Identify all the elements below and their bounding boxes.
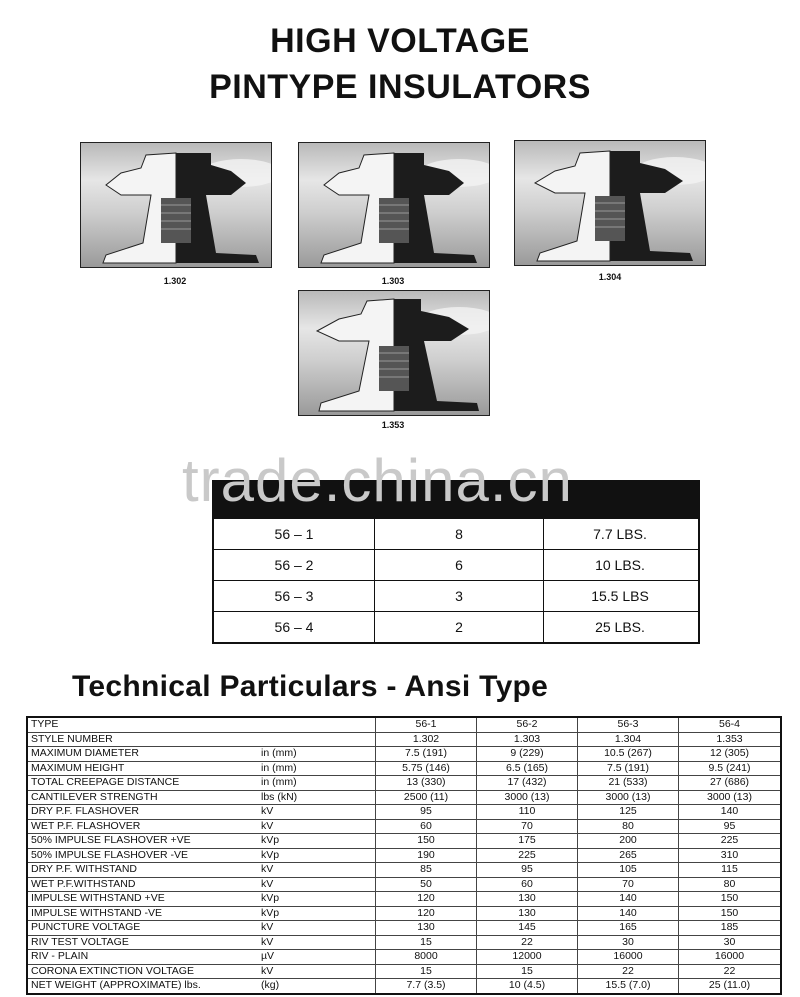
unit-cell: kV [258,965,376,979]
table-row [214,580,698,611]
value-cell: 310 [720,848,739,861]
value-cell: 21 (533) [578,776,679,790]
insulator-illustration [299,291,489,415]
value-cell: 3000 (13) [477,791,578,805]
table-cell: 15.5 LBS [543,581,696,611]
technical-particulars-table [26,716,782,995]
value-cell: 22 [723,964,736,977]
unit-cell: kVp [258,892,376,906]
table-row [28,791,780,806]
value-cell: 70 [578,878,679,892]
table-row [28,805,780,820]
table-cell: 2 [374,612,543,642]
value-cell: 225 [720,834,739,846]
value-cell: 12 (305) [709,747,750,759]
unit-cell [258,718,376,732]
value-cell: 30 [578,936,679,950]
table-row [28,834,780,849]
value-cell: 27 (686) [709,776,750,788]
row-label: MAXIMUM DIAMETER [31,747,139,759]
value-cell: 56-4 [718,718,740,730]
value-cell: 80 [578,820,679,834]
table-row [28,907,780,922]
value-cell: 140 [720,805,739,817]
row-label: DRY P.F. FLASHOVER [31,805,139,817]
row-label: RIV - PLAIN [31,950,89,962]
table-row [28,921,780,936]
value-cell: 22 [477,936,578,950]
value-cell: 12000 [477,950,578,964]
value-cell: 190 [376,849,477,863]
value-cell: 225 [477,849,578,863]
insulator-caption: 1.304 [598,272,622,282]
value-cell: 15.5 (7.0) [578,979,679,993]
value-cell: 7.5 (191) [578,762,679,776]
value-cell: 165 [578,921,679,935]
value-cell: 25 (11.0) [708,979,751,991]
value-cell: 150 [376,834,477,848]
page-title-line-1: HIGH VOLTAGE [270,22,530,60]
insulator-photo-1302 [80,142,272,268]
value-cell: 9.5 (241) [708,761,751,774]
value-cell: 80 [723,877,736,890]
value-cell: 110 [477,805,578,819]
value-cell: 145 [477,921,578,935]
row-label: CANTILEVER STRENGTH [31,790,158,803]
table-cell: 6 [374,550,543,580]
row-label: WET P.F.WITHSTAND [31,877,136,890]
row-label: DRY P.F. WITHSTAND [31,863,137,875]
value-cell: 56-2 [477,718,578,732]
value-cell: 85 [376,863,477,877]
value-cell: 3000 (13) [707,790,752,803]
row-label: IMPULSE WITHSTAND +VE [31,892,165,904]
table-cell: 56 – 1 [274,526,314,542]
insulator-photo-1353 [298,290,490,416]
unit-cell: kV [258,805,376,819]
row-label: CORONA EXTINCTION VOLTAGE [31,964,194,977]
value-cell: 140 [578,907,679,921]
value-cell: 17 (432) [477,776,578,790]
table-row [28,950,780,965]
row-label: MAXIMUM HEIGHT [31,761,125,774]
watermark: trade.china.cn [182,447,573,514]
table-row [28,820,780,835]
value-cell: 16000 [578,950,679,964]
value-cell: 10.5 (267) [578,747,679,761]
unit-cell: in (mm) [258,762,376,776]
table-row [28,849,780,864]
unit-cell: kV [258,863,376,877]
value-cell: 175 [477,834,578,848]
value-cell: 60 [477,878,578,892]
unit-cell [258,733,376,747]
row-label: STYLE NUMBER [31,732,113,745]
value-cell: 8000 [376,950,477,964]
value-cell: 125 [578,805,679,819]
unit-cell: lbs (kN) [258,791,376,805]
value-cell: 3000 (13) [578,791,679,805]
table-row [28,892,780,907]
unit-cell: kV [258,820,376,834]
value-cell: 7.7 (3.5) [376,979,477,993]
table-cell: 7.7 LBS. [543,519,696,549]
row-label: RIV TEST VOLTAGE [31,935,129,948]
table-row [28,979,780,993]
value-cell: 5.75 (146) [376,762,477,776]
value-cell: 185 [720,921,739,933]
table-cell: 56 – 3 [274,588,314,604]
value-cell: 56-1 [376,718,477,732]
table-row [214,549,698,580]
unit-cell: kV [258,936,376,950]
table-row [28,965,780,980]
row-label: PUNCTURE VOLTAGE [31,921,141,933]
table-cell: 8 [374,519,543,549]
value-cell: 120 [376,907,477,921]
table-row [28,747,780,762]
row-label: TOTAL CREEPAGE DISTANCE [31,776,180,788]
unit-cell: µV [258,950,376,964]
insulator-illustration [515,141,705,265]
value-cell: 10 (4.5) [477,979,578,993]
value-cell: 50 [376,878,477,892]
row-label: 50% IMPULSE FLASHOVER +VE [31,834,191,846]
value-cell: 9 (229) [477,747,578,761]
value-cell: 130 [376,921,477,935]
value-cell: 120 [376,892,477,906]
value-cell: 60 [376,820,477,834]
value-cell: 2500 (11) [376,791,477,805]
value-cell: 15 [376,965,477,979]
value-cell: 70 [477,820,578,834]
row-label: NET WEIGHT (APPROXIMATE) lbs. [31,979,201,991]
table-row [28,762,780,777]
insulator-photo-1303 [298,142,490,268]
table-cell: 3 [374,581,543,611]
insulator-illustration [81,143,271,267]
table-row [28,936,780,951]
value-cell: 95 [376,805,477,819]
table-row [214,518,698,549]
row-label: WET P.F. FLASHOVER [31,819,141,832]
row-label: IMPULSE WITHSTAND -VE [31,906,163,919]
unit-cell: kV [258,878,376,892]
table-row [28,776,780,791]
insulator-caption: 1.302 [163,276,187,286]
value-cell: 115 [721,863,738,875]
unit-cell: kV [258,921,376,935]
unit-cell: in (mm) [258,776,376,790]
row-label: 50% IMPULSE FLASHOVER -VE [31,848,188,861]
value-cell: 130 [477,892,578,906]
unit-cell: in (mm) [258,747,376,761]
unit-cell: kVp [258,907,376,921]
value-cell: 22 [578,965,679,979]
table-row [28,733,780,748]
value-cell: 140 [578,892,679,906]
section-title: Technical Particulars - Ansi Type [72,670,549,703]
value-cell: 150 [720,906,739,919]
insulator-caption: 1.303 [381,276,405,286]
value-cell: 15 [376,936,477,950]
value-cell: 16000 [714,950,745,962]
table-cell: 10 LBS. [543,550,696,580]
unit-cell: kVp [258,849,376,863]
table-cell: 25 LBS. [543,612,696,642]
insulator-caption: 1.353 [381,420,405,430]
value-cell: 7.5 (191) [376,747,477,761]
value-cell: 265 [578,849,679,863]
table-cell: 56 – 2 [274,557,314,573]
table-row [214,611,698,642]
page-title-line-2: PINTYPE INSULATORS [209,68,591,106]
insulator-illustration [299,143,489,267]
unit-cell: (kg) [258,979,376,993]
value-cell: 15 [477,965,578,979]
value-cell: 95 [723,819,736,832]
table-row [28,718,780,733]
table-cell: 56 – 4 [274,619,314,635]
value-cell: 30 [723,935,736,948]
table-row [28,863,780,878]
value-cell: 56-3 [578,718,679,732]
row-label: TYPE [31,718,59,730]
value-cell: 150 [720,892,739,904]
unit-cell: kVp [258,834,376,848]
value-cell: 13 (330) [376,776,477,790]
value-cell: 1.353 [716,732,743,745]
value-cell: 1.303 [477,733,578,747]
value-cell: 1.302 [376,733,477,747]
value-cell: 6.5 (165) [477,762,578,776]
value-cell: 95 [477,863,578,877]
table-row [28,878,780,893]
value-cell: 1.304 [578,733,679,747]
value-cell: 200 [578,834,679,848]
value-cell: 130 [477,907,578,921]
insulator-photo-1304 [514,140,706,266]
value-cell: 105 [578,863,679,877]
